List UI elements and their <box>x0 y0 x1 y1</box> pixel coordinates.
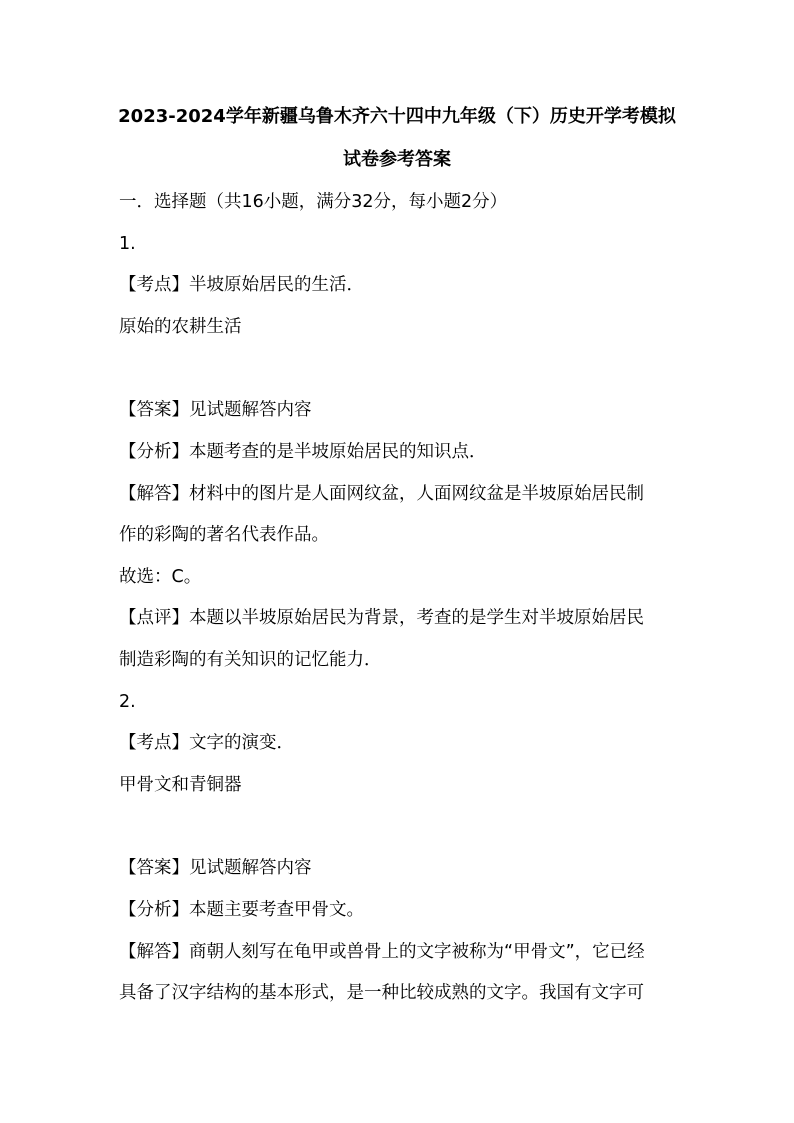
question-2-kaodian: 【考点】文字的演变． <box>119 733 294 753</box>
document-title-line-1: 2023-2024学年新疆乌鲁木齐六十四中九年级（下）历史开学考模拟 <box>118 106 676 127</box>
question-2-number: 2. <box>119 692 136 712</box>
question-1-solution-line-1: 【解答】材料中的图片是人面网纹盆，人面网纹盆是半坡原始居民制 <box>119 484 644 504</box>
question-1-kaodian: 【考点】半坡原始居民的生活． <box>119 275 364 295</box>
section-heading: 一．选择题（共16小题，满分32分，每小题2分） <box>119 192 508 212</box>
question-1-solution-line-2: 作的彩陶的著名代表作品。 <box>119 525 329 545</box>
question-1-choice: 故选：C。 <box>119 567 202 587</box>
question-2-solution-line-1: 【解答】商朝人刻写在龟甲或兽骨上的文字被称为“甲骨文”，它已经 <box>119 942 645 962</box>
question-2-answer: 【答案】见试题解答内容 <box>119 858 312 878</box>
question-1-comment-line-1: 【点评】本题以半坡原始居民为背景，考查的是学生对半坡原始居民 <box>119 608 644 628</box>
question-1-number: 1. <box>119 234 136 254</box>
question-2-topic: 甲骨文和青铜器 <box>119 775 242 795</box>
question-1-answer: 【答案】见试题解答内容 <box>119 400 312 420</box>
document-title-line-2: 试卷参考答案 <box>343 149 451 170</box>
question-2-solution-line-2: 具备了汉字结构的基本形式，是一种比较成熟的文字。我国有文字可 <box>119 983 644 1003</box>
question-2-analysis: 【分析】本题主要考查甲骨文。 <box>119 900 364 920</box>
question-1-comment-line-2: 制造彩陶的有关知识的记忆能力． <box>119 650 382 670</box>
question-1-analysis: 【分析】本题考查的是半坡原始居民的知识点． <box>119 442 487 462</box>
question-1-topic: 原始的农耕生活 <box>119 317 242 337</box>
